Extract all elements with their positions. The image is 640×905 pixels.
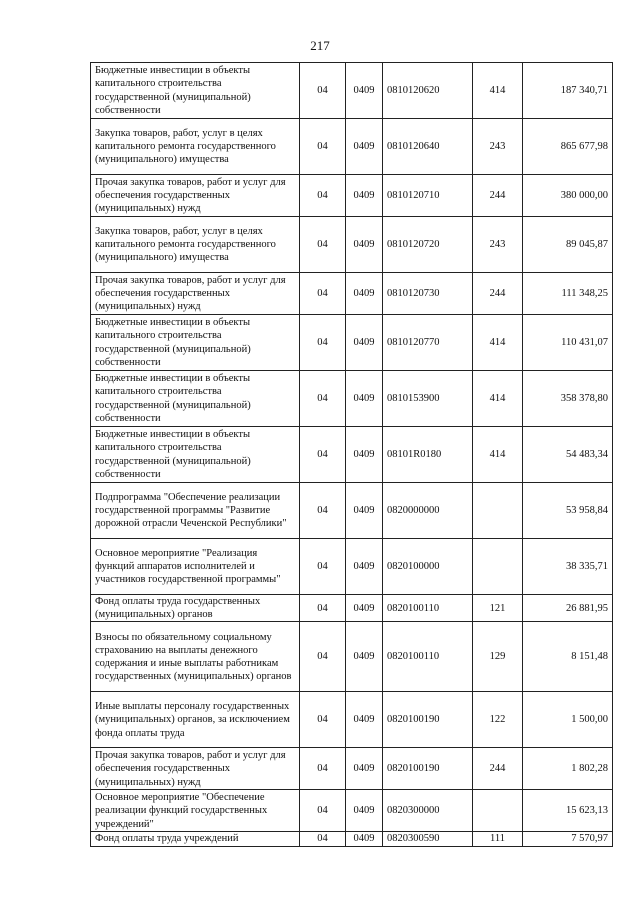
row-subsection-cell: 0409: [346, 790, 383, 832]
row-amount-cell: 38 335,71: [523, 539, 613, 595]
row-section-cell: 04: [300, 832, 346, 846]
row-name-cell: Прочая закупка товаров, работ и услуг для обеспечения государственных (муниципальных) нужд: [91, 273, 300, 315]
row-name-cell: Основное мероприятие "Реализация функций аппаратов исполнителей и участников государственной программы": [91, 539, 300, 595]
table-row: [91, 622, 613, 692]
row-amount-cell: 15 623,13: [523, 790, 613, 832]
row-target-cell: 0820100190: [383, 692, 473, 748]
table-row: [91, 748, 613, 790]
table-row: [91, 483, 613, 539]
row-target-cell: 0810120620: [383, 63, 473, 119]
table-row: [91, 539, 613, 595]
row-name-cell: Взносы по обязательному социальному страхованию на выплаты денежного содержания и иные выплаты работникам государственных (муниципальных) органов: [91, 622, 300, 692]
table-row: [91, 315, 613, 371]
row-type-cell: 122: [473, 692, 523, 748]
row-type-cell: 414: [473, 371, 523, 427]
row-section-cell: 04: [300, 273, 346, 315]
row-type-cell: 121: [473, 595, 523, 622]
table-row: [91, 63, 613, 119]
row-subsection-cell: 0409: [346, 622, 383, 692]
row-type-cell: 243: [473, 217, 523, 273]
row-section-cell: 04: [300, 483, 346, 539]
row-amount-cell: 380 000,00: [523, 175, 613, 217]
row-type-cell: [473, 539, 523, 595]
row-subsection-cell: 0409: [346, 539, 383, 595]
row-target-cell: 0810153900: [383, 371, 473, 427]
row-target-cell: 0810120710: [383, 175, 473, 217]
row-subsection-cell: 0409: [346, 119, 383, 175]
table-row: [91, 832, 613, 846]
row-subsection-cell: 0409: [346, 371, 383, 427]
table-row: [91, 175, 613, 217]
row-section-cell: 04: [300, 427, 346, 483]
row-subsection-cell: 0409: [346, 692, 383, 748]
row-amount-cell: 8 151,48: [523, 622, 613, 692]
row-name-cell: Закупка товаров, работ, услуг в целях капитального ремонта государственного (муниципального) имущества: [91, 217, 300, 273]
table-body: [91, 63, 613, 847]
row-section-cell: 04: [300, 748, 346, 790]
row-section-cell: 04: [300, 315, 346, 371]
row-type-cell: 414: [473, 315, 523, 371]
table-row: [91, 217, 613, 273]
row-name-cell: Бюджетные инвестиции в объекты капитального строительства государственной (муниципальной) собственности: [91, 315, 300, 371]
row-section-cell: 04: [300, 622, 346, 692]
row-type-cell: 244: [473, 273, 523, 315]
row-type-cell: [473, 790, 523, 832]
table-row: [91, 273, 613, 315]
table-row: [91, 427, 613, 483]
row-type-cell: [473, 483, 523, 539]
row-target-cell: 08101R0180: [383, 427, 473, 483]
row-type-cell: 244: [473, 175, 523, 217]
row-subsection-cell: 0409: [346, 273, 383, 315]
row-amount-cell: 187 340,71: [523, 63, 613, 119]
row-target-cell: 0810120730: [383, 273, 473, 315]
row-name-cell: Подпрограмма "Обеспечение реализации государственной программы "Развитие дорожной отрасли Чеченской Республики": [91, 483, 300, 539]
row-type-cell: 111: [473, 832, 523, 846]
row-name-cell: Прочая закупка товаров, работ и услуг для обеспечения государственных (муниципальных) нужд: [91, 175, 300, 217]
table-row: [91, 790, 613, 832]
row-amount-cell: 26 881,95: [523, 595, 613, 622]
row-type-cell: 414: [473, 427, 523, 483]
row-subsection-cell: 0409: [346, 748, 383, 790]
row-subsection-cell: 0409: [346, 315, 383, 371]
row-target-cell: 0810120770: [383, 315, 473, 371]
row-name-cell: Бюджетные инвестиции в объекты капитального строительства государственной (муниципальной) собственности: [91, 427, 300, 483]
row-section-cell: 04: [300, 790, 346, 832]
row-target-cell: 0820300590: [383, 832, 473, 846]
row-amount-cell: 53 958,84: [523, 483, 613, 539]
row-section-cell: 04: [300, 539, 346, 595]
row-name-cell: Основное мероприятие "Обеспечение реализации функций государственных учреждений": [91, 790, 300, 832]
row-name-cell: Прочая закупка товаров, работ и услуг для обеспечения государственных (муниципальных) нужд: [91, 748, 300, 790]
row-target-cell: 0820000000: [383, 483, 473, 539]
row-amount-cell: 7 570,97: [523, 832, 613, 846]
table-row: [91, 119, 613, 175]
row-type-cell: 129: [473, 622, 523, 692]
budget-table: [90, 62, 613, 847]
row-name-cell: Бюджетные инвестиции в объекты капитального строительства государственной (муниципальной) собственности: [91, 63, 300, 119]
row-amount-cell: 358 378,80: [523, 371, 613, 427]
row-section-cell: 04: [300, 119, 346, 175]
row-subsection-cell: 0409: [346, 427, 383, 483]
row-amount-cell: 1 802,28: [523, 748, 613, 790]
table-row: [91, 371, 613, 427]
row-subsection-cell: 0409: [346, 832, 383, 846]
row-amount-cell: 110 431,07: [523, 315, 613, 371]
row-target-cell: 0820100000: [383, 539, 473, 595]
row-section-cell: 04: [300, 217, 346, 273]
row-amount-cell: 865 677,98: [523, 119, 613, 175]
row-name-cell: Фонд оплаты труда государственных (муниципальных) органов: [91, 595, 300, 622]
table-row: [91, 692, 613, 748]
row-target-cell: 0820300000: [383, 790, 473, 832]
row-section-cell: 04: [300, 175, 346, 217]
row-section-cell: 04: [300, 371, 346, 427]
table-row: [91, 595, 613, 622]
row-amount-cell: 1 500,00: [523, 692, 613, 748]
row-section-cell: 04: [300, 63, 346, 119]
row-amount-cell: 111 348,25: [523, 273, 613, 315]
row-type-cell: 243: [473, 119, 523, 175]
row-name-cell: Фонд оплаты труда учреждений: [91, 832, 300, 846]
row-name-cell: Закупка товаров, работ, услуг в целях капитального ремонта государственного (муниципального) имущества: [91, 119, 300, 175]
row-name-cell: Бюджетные инвестиции в объекты капитального строительства государственной (муниципальной) собственности: [91, 371, 300, 427]
row-type-cell: 414: [473, 63, 523, 119]
row-target-cell: 0810120720: [383, 217, 473, 273]
row-section-cell: 04: [300, 595, 346, 622]
row-section-cell: 04: [300, 692, 346, 748]
row-target-cell: 0820100190: [383, 748, 473, 790]
row-subsection-cell: 0409: [346, 175, 383, 217]
row-amount-cell: 89 045,87: [523, 217, 613, 273]
row-name-cell: Иные выплаты персоналу государственных (муниципальных) органов, за исключением фонда оплаты труда: [91, 692, 300, 748]
row-subsection-cell: 0409: [346, 483, 383, 539]
row-amount-cell: 54 483,34: [523, 427, 613, 483]
row-target-cell: 0820100110: [383, 595, 473, 622]
row-subsection-cell: 0409: [346, 217, 383, 273]
page-number: 217: [310, 38, 330, 53]
row-target-cell: 0810120640: [383, 119, 473, 175]
row-subsection-cell: 0409: [346, 595, 383, 622]
row-type-cell: 244: [473, 748, 523, 790]
row-subsection-cell: 0409: [346, 63, 383, 119]
row-target-cell: 0820100110: [383, 622, 473, 692]
